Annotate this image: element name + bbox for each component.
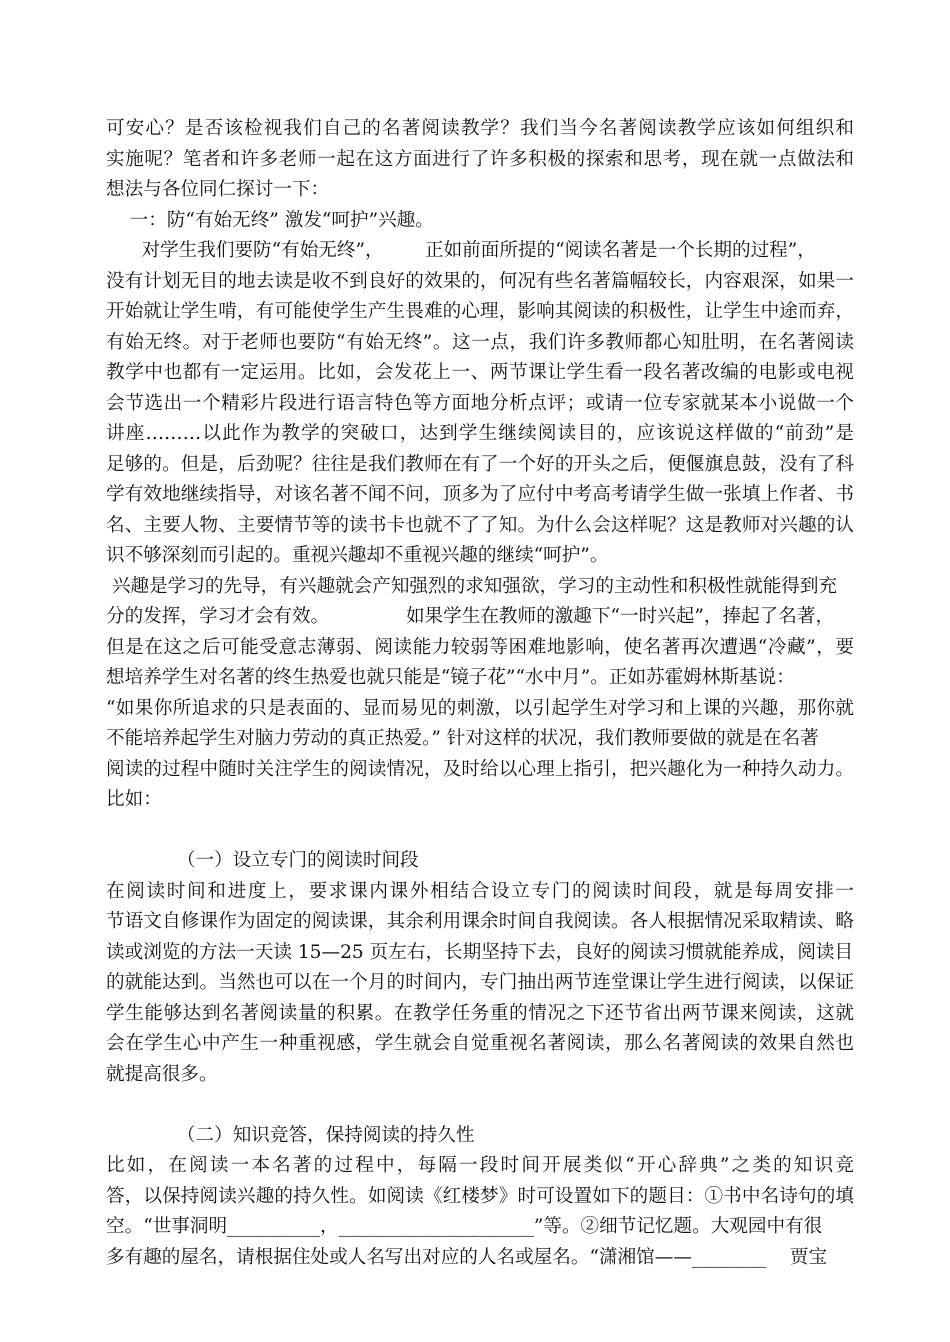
text-line: 足够的。但是，后劲呢？往往是我们教师在有了一个好的开头之后，便偃旗息鼓，没有了科 bbox=[106, 453, 854, 475]
text-line: 开始就让学生啃，有可能使学生产生畏难的心理，影响其阅读的积极性，让学生中途而弃， bbox=[106, 301, 854, 322]
text-line: 在阅读时间和进度上，要求课内课外相结合设立专门的阅读时间段，就是每周安排一 bbox=[106, 880, 854, 902]
paragraph-four bbox=[106, 877, 854, 1091]
paragraph-five bbox=[106, 1151, 854, 1273]
text-line: 讲座………以此作为教学的突破口，达到学生继续阅读目的，应该说这样做的“前劲”是 bbox=[106, 423, 854, 444]
text-line: 教学中也都有一定运用。比如，会发花上一、两节课让学生看一段名著改编的电影或电视 bbox=[106, 362, 854, 383]
text-line: 没有计划无目的地去读是收不到良好的效果的，何况有些名著篇幅较长，内容艰深，如果一 bbox=[106, 270, 854, 292]
text-line: 有始无终。对于老师也要防“有始无终”。这一点，我们许多教师都心知肚明，在名著阅读 bbox=[106, 331, 854, 353]
text-line: 但是在这之后可能受意志薄弱、阅读能力较弱等困难地影响，使名著再次遭遇“冷藏”，要 bbox=[106, 636, 854, 658]
paragraph-spacer bbox=[106, 1090, 854, 1121]
text-line: 兴趣是学习的先导，有兴趣就会产知强烈的求知强欲，学习的主动性和积极性就能得到充 bbox=[106, 575, 838, 597]
text-line: 阅读的过程中随时关注学生的阅读情况，及时给以心理上指引，把兴趣化为一种持久动力。 bbox=[106, 758, 854, 780]
text-line: 名、主要人物、主要情节等的读书卡也就不了了知。为什么会这样呢？这是教师对兴趣的认 bbox=[106, 514, 854, 536]
text-line: 答，以保持阅读兴趣的持久性。如阅读《红楼梦》时可设置如下的题目：①书中名诗句的填 bbox=[106, 1185, 854, 1207]
text-line: 比如，在阅读一本名著的过程中，每隔一段时间开展类似“开心辞典”之类的知识竞 bbox=[106, 1155, 854, 1176]
text-line: 想法与各位同仁探讨一下： bbox=[106, 179, 330, 200]
document-body bbox=[106, 114, 854, 1273]
text-line: 会节选出一个精彩片段进行语言特色等方面地分析点评；或请一位专家就某本小说做一个 bbox=[106, 392, 854, 414]
text-line: 想培养学生对名著的终生热爱也就只能是“镜子花”“水中月”。正如苏霍姆林斯基说： bbox=[106, 667, 795, 688]
sub-heading: （一）设立专门的阅读时间段 bbox=[106, 850, 419, 871]
text-line: 实施呢？笔者和许多老师一起在这方面进行了许多积极的探索和思考，现在就一点做法和 bbox=[106, 148, 854, 170]
text-line: 不能培养起学生对脑力劳动的真正热爱。” 针对这样的状况，我们教师要做的就是在名著 bbox=[106, 728, 819, 749]
section-heading: 一：防“有始无终” 激发“呵护”兴趣。 bbox=[106, 209, 434, 231]
text-line: 空。“世事洞明__________，_____________________”等。②细节记忆题。大观园中有很 bbox=[106, 1216, 823, 1237]
text-line: “如果你所追求的只是表面的、显而易见的刺激，以引起学生对学习和上课的兴趣，那你就 bbox=[106, 697, 854, 719]
text-line: 节语文自修课作为固定的阅读课，其余利用课余时间自我阅读。各人根据情况采取精读、略 bbox=[106, 911, 854, 932]
paragraph-spacer bbox=[106, 816, 854, 847]
text-line: 对学生我们要防“有始无终”， 正如前面所提的“阅读名著是一个长期的过程”， bbox=[106, 240, 816, 261]
text-line: 学生能够达到名著阅读量的积累。在教学任务重的情况之下还节省出两节课来阅读，这就 bbox=[106, 1002, 854, 1024]
text-line: 可安心？是否该检视我们自己的名著阅读教学？我们当今名著阅读教学应该如何组织和 bbox=[106, 118, 854, 139]
text-line: 比如： bbox=[106, 789, 162, 810]
text-line: 的就能达到。当然也可以在一个月的时间内，专门抽出两节连堂课让学生进行阅读，以保证 bbox=[106, 972, 854, 993]
text-line: 学有效地继续指导，对该名著不闻不问，顶多为了应付中考高考请学生做一张填上作者、书 bbox=[106, 484, 854, 505]
text-line: 识不够深刻而引起的。重视兴趣却不重视兴趣的继续“呵护”。 bbox=[106, 545, 609, 566]
text-line: 就提高很多。 bbox=[106, 1063, 218, 1085]
text-line: 分的发挥，学习才会有效。 如果学生在教师的激趣下“一时兴起”，捧起了名著， bbox=[106, 606, 835, 627]
sub-heading: （二）知识竞答，保持阅读的持久性 bbox=[106, 1124, 475, 1146]
paragraph-two bbox=[106, 236, 854, 572]
paragraph-intro bbox=[106, 114, 854, 206]
text-line: 会在学生心中产生一种重视感，学生就会自觉重视名著阅读，那么名著阅读的效果自然也 bbox=[106, 1033, 854, 1054]
text-line: 多有趣的屋名，请根据住处或人名写出对应的人名或屋名。“潇湘馆——________ 贾宝 bbox=[106, 1246, 828, 1268]
text-line: 读或浏览的方法一天读 15—25 页左右，长期坚持下去，良好的阅读习惯就能养成，阅读目 bbox=[106, 941, 854, 963]
paragraph-three bbox=[106, 572, 854, 816]
